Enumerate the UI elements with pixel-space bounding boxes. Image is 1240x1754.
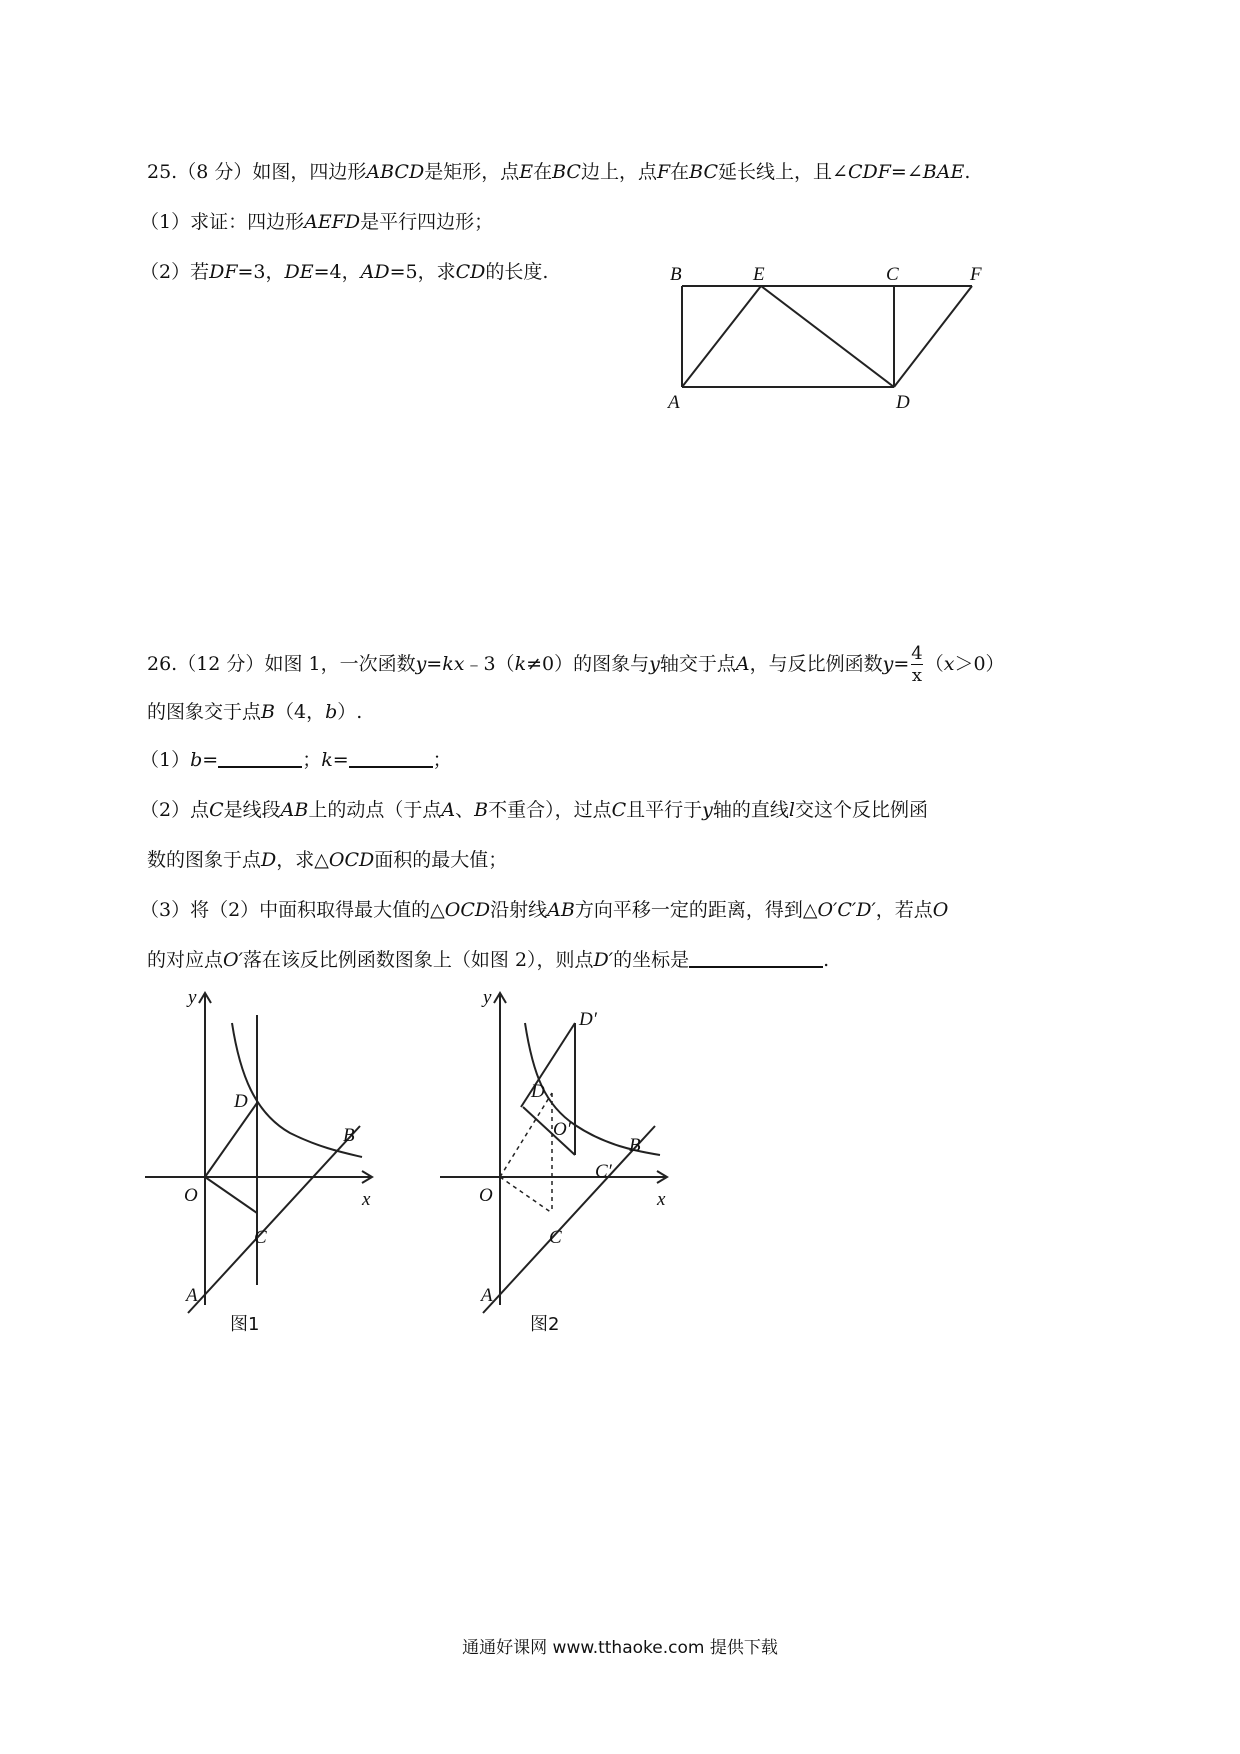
text: ，求△ xyxy=(276,849,329,871)
label-f: F xyxy=(970,264,982,285)
segment-od xyxy=(205,1103,257,1177)
q26-part1 xyxy=(140,748,452,772)
text: ﹣3（ xyxy=(464,653,515,675)
var: OCD xyxy=(444,899,491,921)
var: O xyxy=(932,899,949,921)
label-a: A xyxy=(481,1285,493,1306)
var: BC xyxy=(689,161,719,183)
text: 不重合），过点 xyxy=(488,799,612,821)
text: ，若点 xyxy=(875,899,933,921)
text: ≠0）的图象与 xyxy=(526,653,650,675)
text: 落在该反比例函数图象上（如图 2），则点 xyxy=(242,949,594,971)
var: DE xyxy=(284,261,314,283)
text: = xyxy=(202,749,219,771)
label-o: O xyxy=(479,1185,493,1206)
text: 且平行于 xyxy=(626,799,703,821)
var: ABCD xyxy=(366,161,425,183)
var: AB xyxy=(547,899,575,921)
answer-blank-dprime[interactable] xyxy=(689,948,823,968)
var: DF xyxy=(209,261,238,283)
label-oprime: O′ xyxy=(553,1119,571,1140)
answer-blank-k[interactable] xyxy=(349,748,433,768)
caption-fig2: 图2 xyxy=(530,1314,560,1335)
var: AEFD xyxy=(304,211,361,233)
q25-figure xyxy=(660,260,1000,413)
label-dprime: D′ xyxy=(579,1009,597,1030)
var: A xyxy=(441,799,456,821)
text: 如图，四边形 xyxy=(252,161,367,183)
segment-ed xyxy=(761,286,894,387)
text: 是矩形，点 xyxy=(424,161,520,183)
text: 如图 1，一次函数 xyxy=(264,653,416,675)
var: CDF xyxy=(847,161,891,183)
q26-part3-line2 xyxy=(147,948,829,972)
var: CD xyxy=(455,261,486,283)
var: C xyxy=(611,799,627,821)
var: D xyxy=(261,849,277,871)
var: BC xyxy=(552,161,581,183)
var: F xyxy=(656,161,671,183)
text: （2）点 xyxy=(140,799,210,821)
q26-figure-2 xyxy=(435,985,695,1335)
q25-part1 xyxy=(140,210,493,234)
text: 边上，点 xyxy=(580,161,657,183)
text: （1） xyxy=(140,749,191,771)
text: =4， xyxy=(313,261,361,283)
var: E xyxy=(519,161,534,183)
label-c: C xyxy=(549,1227,562,1248)
label-a: A xyxy=(668,392,680,413)
var: AB xyxy=(280,799,309,821)
var: k xyxy=(321,749,333,771)
label-x: x xyxy=(657,1189,666,1210)
text: =∠ xyxy=(890,161,923,183)
text: ，与反比例函数 xyxy=(749,653,883,675)
label-d: D xyxy=(531,1081,545,1102)
text: 的坐标是 xyxy=(613,949,690,971)
var: A xyxy=(735,653,750,675)
label-o: O xyxy=(184,1185,198,1206)
text: 是平行四边形； xyxy=(360,211,494,233)
score: （12 分） xyxy=(177,653,265,675)
var: b xyxy=(325,701,338,723)
var: x xyxy=(943,653,955,675)
label-y: y xyxy=(483,987,492,1008)
text: =3， xyxy=(237,261,285,283)
var: C xyxy=(209,799,224,821)
text: 轴的直线 xyxy=(712,799,789,821)
label-a: A xyxy=(186,1285,198,1306)
var: y=kx xyxy=(415,653,465,675)
label-y: y xyxy=(188,987,197,1008)
var: O′C′D′ xyxy=(817,899,876,921)
label-x: x xyxy=(362,1189,371,1210)
label-b: B xyxy=(670,264,682,285)
text: ； xyxy=(432,749,452,771)
text: . xyxy=(823,949,830,971)
var: B xyxy=(474,799,489,821)
var: AD xyxy=(360,261,390,283)
var: BAE xyxy=(922,161,965,183)
label-b: B xyxy=(343,1125,355,1146)
dashed-oc xyxy=(500,1177,552,1213)
text: 沿射线 xyxy=(490,899,548,921)
text: 交这个反比例函 xyxy=(794,799,928,821)
q26-part2-line1 xyxy=(140,798,928,822)
q26-figure-1 xyxy=(140,985,400,1335)
text: 上的动点（于点 xyxy=(308,799,442,821)
q26-stem-line2 xyxy=(147,700,362,724)
question-number: 26. xyxy=(147,653,178,675)
text: 数的图象于点 xyxy=(147,849,262,871)
text: （2）若 xyxy=(140,261,210,283)
label-d: D xyxy=(896,392,910,413)
var: B xyxy=(261,701,275,723)
dashed-od xyxy=(500,1093,552,1177)
segment-df xyxy=(894,286,972,387)
question-number: 25. xyxy=(147,161,178,183)
segment-ae xyxy=(682,286,761,387)
text: ； xyxy=(302,749,322,771)
label-c: C xyxy=(254,1227,267,1248)
text: （ xyxy=(924,653,944,675)
var: OCD xyxy=(328,849,375,871)
label-b: B xyxy=(629,1135,641,1156)
text: ＞0） xyxy=(954,653,1005,675)
segment-opdp xyxy=(521,1023,575,1107)
segment-oc xyxy=(205,1177,257,1213)
label-e: E xyxy=(753,264,765,285)
label-cprime: C′ xyxy=(595,1161,612,1182)
answer-blank-b[interactable] xyxy=(218,748,302,768)
var: D′ xyxy=(593,949,614,971)
label-d: D xyxy=(234,1091,248,1112)
q25-stem xyxy=(147,160,970,184)
score: （8 分） xyxy=(177,161,253,183)
text: （4， xyxy=(274,701,326,723)
text: 的长度. xyxy=(485,261,549,283)
text: = xyxy=(332,749,349,771)
text: 、 xyxy=(455,799,475,821)
text: 的图象交于点 xyxy=(147,701,262,723)
var: k xyxy=(514,653,527,675)
text: 轴交于点 xyxy=(659,653,736,675)
text: （1）求证：四边形 xyxy=(140,211,305,233)
text: （3）将（2）中面积取得最大值的△ xyxy=(140,899,445,921)
text: . xyxy=(964,161,971,183)
fraction-numerator: 4 xyxy=(911,643,923,664)
text: 面积的最大值； xyxy=(374,849,508,871)
q26-part2-line2 xyxy=(147,848,507,872)
footer: 通通好课网 www.tthaoke.com 提供下载 xyxy=(462,1638,778,1658)
text: 在 xyxy=(670,161,690,183)
var: y xyxy=(702,799,713,821)
fraction xyxy=(911,644,922,686)
var: l xyxy=(788,799,795,821)
caption-fig1: 图1 xyxy=(230,1314,260,1335)
var: b xyxy=(190,749,203,771)
q25-part2 xyxy=(140,260,548,284)
text: =5，求 xyxy=(389,261,456,283)
text: 延长线上，且∠ xyxy=(718,161,848,183)
line-ab xyxy=(188,1126,360,1313)
text: 方向平移一定的距离，得到△ xyxy=(574,899,818,921)
fraction-denominator: x xyxy=(911,665,923,686)
var: O′ xyxy=(223,949,243,971)
q26-part3-line1 xyxy=(140,898,948,922)
var: y xyxy=(649,653,660,675)
text: 的对应点 xyxy=(147,949,224,971)
var: y= xyxy=(882,653,910,675)
text: ）. xyxy=(337,701,363,723)
text: 在 xyxy=(533,161,553,183)
text: 是线段 xyxy=(223,799,281,821)
label-c: C xyxy=(886,264,899,285)
q26-stem-line1 xyxy=(147,642,1005,686)
